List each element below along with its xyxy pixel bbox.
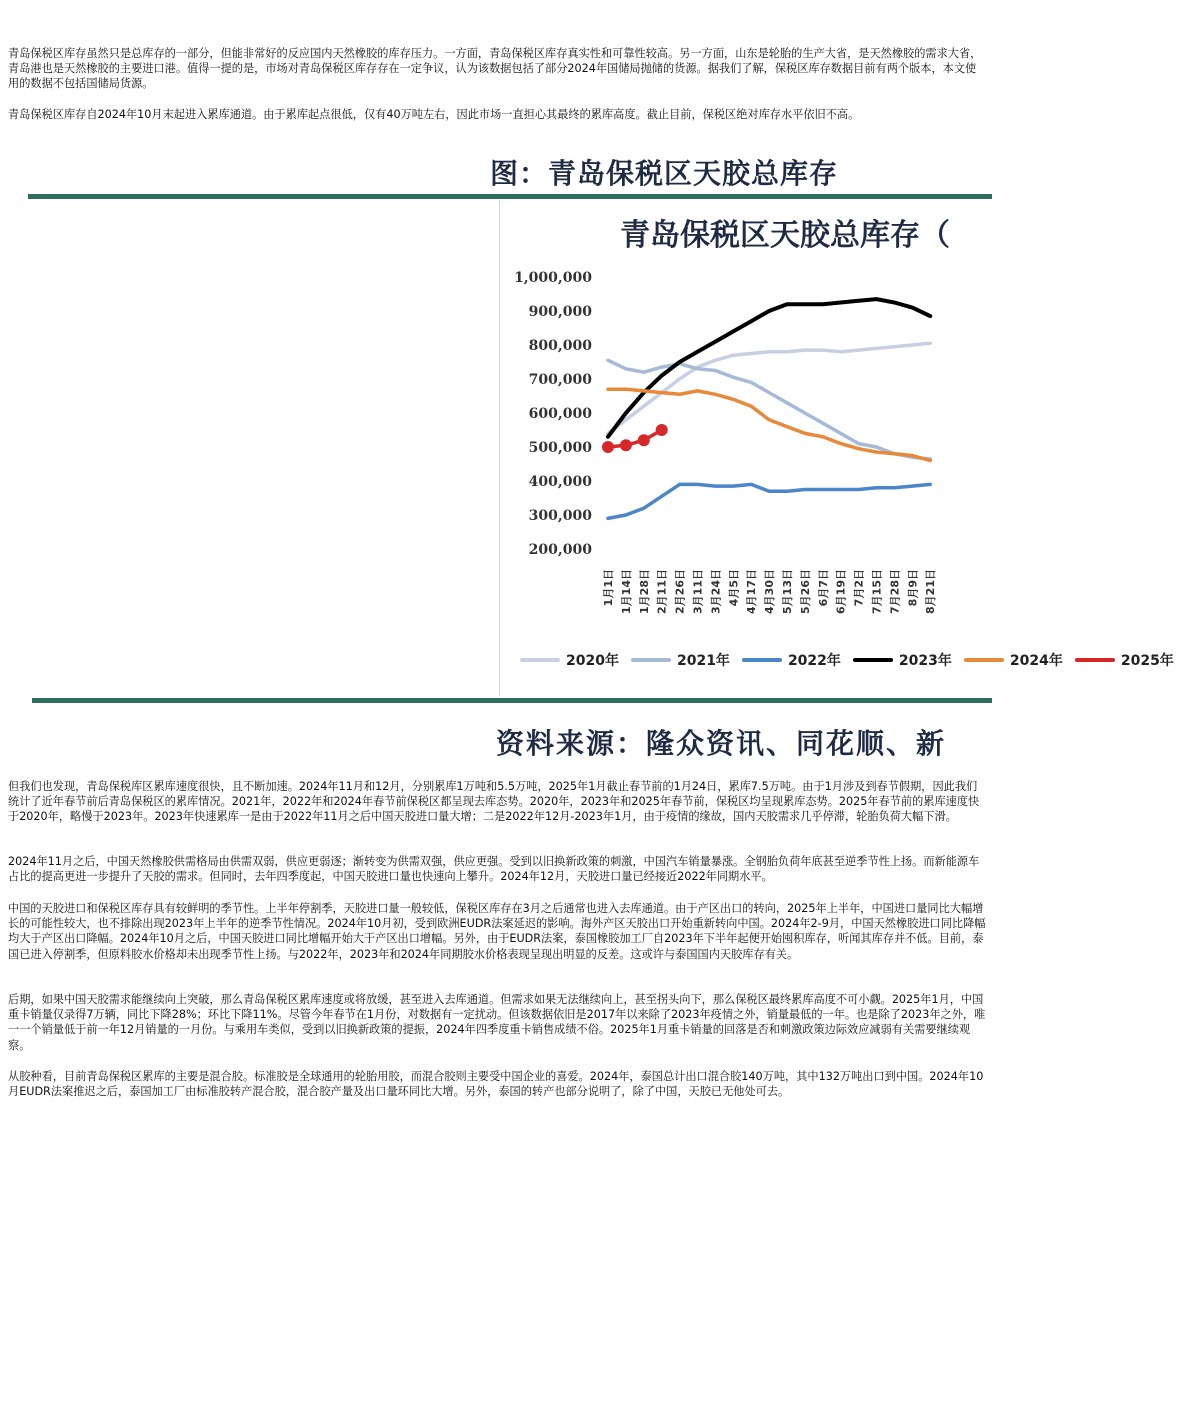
series-line <box>608 430 662 447</box>
figure-bottom-rule <box>32 698 992 703</box>
x-tick-label: 4月5日 <box>727 569 741 607</box>
y-tick-label: 600,000 <box>528 406 592 422</box>
series-point <box>656 424 668 436</box>
legend-entry <box>520 650 619 670</box>
x-tick-label: 1月28日 <box>637 569 651 614</box>
x-tick-label: 6月19日 <box>834 569 848 614</box>
x-tick-label: 6月7日 <box>816 569 830 607</box>
series-point <box>638 434 650 446</box>
legend-entry <box>631 650 730 670</box>
x-tick-label: 2月11日 <box>655 569 669 614</box>
chart-legend <box>520 650 1174 672</box>
legend-entry <box>853 650 952 670</box>
y-axis <box>514 270 592 558</box>
y-tick-label: 800,000 <box>528 338 592 354</box>
paragraph-accumulation-start: 青岛保税区库存自2024年10月末起进入累库通道。由于累库起点很低，仅有40万吨左右，因此市场一直担心其最终的累库高度。截止目前，保税区绝对库存水平依旧不高。 <box>8 108 860 121</box>
legend-entry <box>964 650 1063 670</box>
chart-title: 青岛保税区天胶总库存（ <box>620 218 950 253</box>
x-tick-label: 3月24日 <box>709 569 723 614</box>
legend-entry <box>1075 650 1174 670</box>
legend-label: 2022年 <box>787 653 841 669</box>
legend-label: 2024年 <box>1009 653 1063 669</box>
y-tick-label: 500,000 <box>528 440 592 456</box>
paragraph-outlook: 后期，如果中国天胶需求能继续向上突破，那么青岛保税区累库速度或将放缓，甚至进入去库通道。但需求如果无法继续向上，甚至拐头向下，那么保税区最终累库高度不可小觑。2025年1月，中国重卡销量仅录得7万辆，同比下降28%；环比下降11%。尽管今年春节在1月份，对数据有一定扰动。但该数据依旧是2017年以来除了2023年疫情之外，销量最低的一年。也是除了2023年之外，唯一一个销量低于前一年12月销量的一月份。与乘用车类似，受到以旧换新政策的提振，2024年四季度重卡销售成绩不俗。2025年1月重卡销量的回落是否和刺激政策边际效应减弱有关需要继续观察。 <box>8 993 986 1052</box>
x-tick-label: 7月28日 <box>888 569 902 614</box>
legend-label: 2023年 <box>898 653 952 669</box>
figure-source: 资料来源：隆众资讯、同花顺、新 <box>496 727 947 760</box>
x-tick-label: 7月15日 <box>870 569 884 614</box>
series-point <box>602 441 614 453</box>
legend-label: 2025年 <box>1120 653 1174 669</box>
paragraph-rubber-types: 从胶种看，目前青岛保税区累库的主要是混合胶。标准胶是全球通用的轮胎用胶，而混合胶则主要受中国企业的喜爱。2024年，泰国总计出口混合胶140万吨，其中132万吨出口到中国。2024年10月EUDR法案推迟之后，泰国加工厂由标准胶转产混合胶，混合胶产量及出口量环同比大增。另外，泰国的转产也部分说明了，除了中国，天胶已无他处可去。 <box>8 1070 984 1099</box>
y-tick-label: 300,000 <box>528 508 592 524</box>
paragraph-seasonality: 中国的天胶进口和保税区库存具有较鲜明的季节性。上半年停割季，天胶进口量一般较低，保税区库存在3月之后通常也进入去库通道。由于产区出口的转向，2025年上半年，中国进口量同比大幅增长的可能性较大，也不排除出现2023年上半年的逆季节性情况。2024年10月初，受到欧洲EUDR法案延迟的影响。海外产区天胶出口开始重新转向中国。2024年2-9月，中国天然橡胶进口同比降幅均大于产区出口降幅。2024年10月之后，中国天胶进口同比增幅开始大于产区出口增幅。另外，由于EUDR法案，泰国橡胶加工厂自2023年下半年起便开始囤积库存，听闻其库存并不低。目前，泰国已进入停割季，但原料胶水价格却未出现季节性上扬。与2022年，2023年和2024年同期胶水价格表现呈现出明显的反差。这或许与泰国国内天胶库存有关。 <box>8 902 986 961</box>
x-tick-label: 8月9日 <box>906 569 920 607</box>
legend-label: 2021年 <box>676 653 730 669</box>
legend-label: 2020年 <box>566 653 619 669</box>
legend-swatch <box>742 658 782 662</box>
paragraph-accumulation-speed: 但我们也发现，青岛保税库区累库速度很快，且不断加速。2024年11月和12月，分别累库1万吨和5.5万吨，2025年1月截止春节前的1月24日，累库7.5万吨。由于1月涉及到春节假期，因此我们统计了近年春节前后青岛保税区的累库情况。2021年，2022年和2024年春节前保税区都呈现去库态势。2020年，2023年和2025年春节前，保税区均呈现累库态势。2025年春节前的累库速度快于2020年，略慢于2023年。2023年快速累库一是由于2022年11月之后中国天胶进口量大增；二是2022年12月-2023年1月，由于疫情的缘故，国内天胶需求几乎停滞，轮胎负荷大幅下滑。 <box>8 780 980 824</box>
y-tick-label: 700,000 <box>528 372 592 388</box>
x-tick-label: 5月13日 <box>781 569 794 614</box>
y-tick-label: 900,000 <box>528 304 592 320</box>
x-tick-label: 1月1日 <box>602 569 615 607</box>
series-line <box>608 360 930 459</box>
series-point <box>620 439 632 451</box>
x-tick-label: 4月30日 <box>763 569 777 614</box>
legend-swatch <box>853 658 893 662</box>
x-tick-label: 2月26日 <box>673 569 687 614</box>
inventory-line-chart <box>500 255 992 645</box>
y-tick-label: 400,000 <box>528 474 592 490</box>
series-line <box>608 484 930 518</box>
x-tick-label: 7月2日 <box>852 569 866 607</box>
figure-title: 图：青岛保税区天胶总库存 <box>490 157 839 190</box>
x-tick-label: 5月26日 <box>798 569 812 614</box>
series-lines <box>608 299 930 518</box>
paragraph-supply-demand: 2024年11月之后，中国天然橡胶供需格局由供需双弱，供应更弱逐；渐转变为供需双强，供应更强。受到以旧换新政策的刺激，中国汽车销量暴涨。全钢胎负荷年底甚至逆季节性上扬。而新能源车占比的提高更进一步提升了天胶的需求。但同时，去年四季度起，中国天胶进口量也快速向上攀升。2024年12月，天胶进口量已经接近2022年同期水平。 <box>8 855 980 884</box>
y-tick-label: 200,000 <box>528 542 592 558</box>
x-tick-label: 8月21日 <box>924 569 938 614</box>
figure-top-rule <box>28 194 992 199</box>
legend-swatch <box>520 658 560 662</box>
x-axis <box>602 569 937 614</box>
x-tick-label: 3月11日 <box>691 569 705 614</box>
y-tick-label: 1,000,000 <box>514 270 592 286</box>
legend-swatch <box>1075 658 1115 662</box>
x-tick-label: 4月17日 <box>745 569 759 614</box>
legend-swatch <box>964 658 1004 662</box>
paragraph-intro: 青岛保税区库存虽然只是总库存的一部分，但能非常好的反应国内天然橡胶的库存压力。一方面，青岛保税区库存真实性和可靠性较高。另一方面，山东是轮胎的生产大省，是天然橡胶的需求大省，青岛港也是天然橡胶的主要进口港。值得一提的是，市场对青岛保税区库存存在一定争议，认为该数据包括了部分2024年国储局抛储的货源。据我们了解，保税区库存数据目前有两个版本，本文使用的数据不包括国储局货源。 <box>8 47 982 91</box>
x-tick-label: 1月14日 <box>619 569 633 614</box>
legend-entry <box>742 650 841 670</box>
legend-swatch <box>631 658 671 662</box>
